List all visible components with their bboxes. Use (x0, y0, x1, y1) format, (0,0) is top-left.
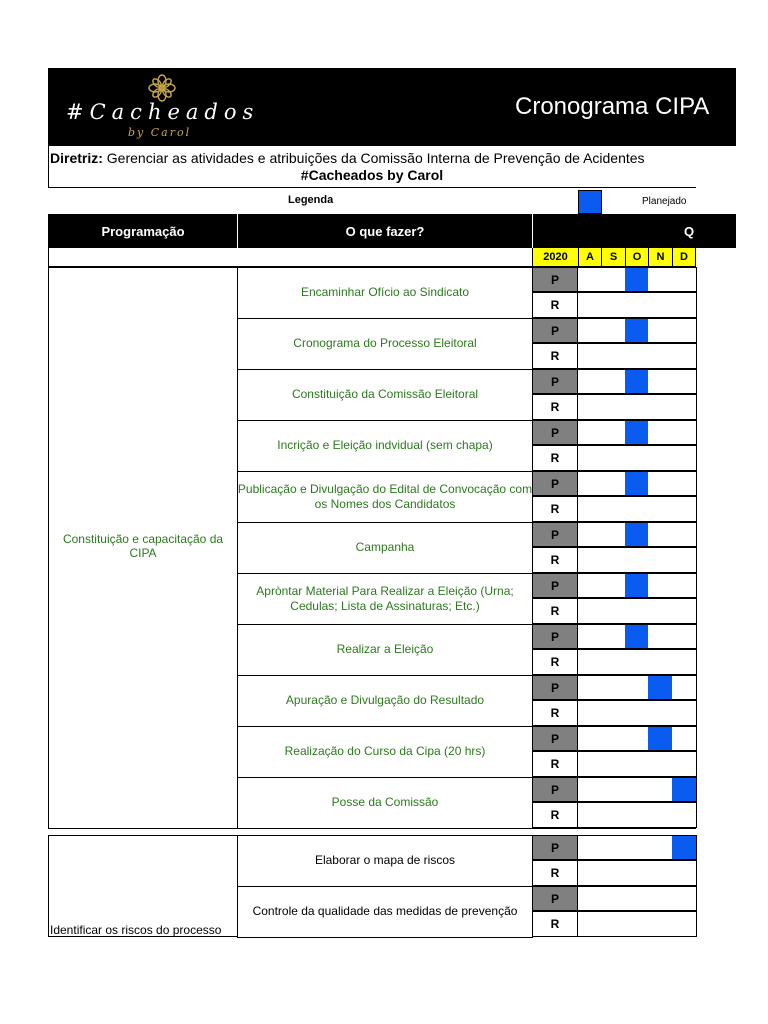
realized-row-label: R (532, 394, 578, 420)
planned-row-label: P (532, 522, 578, 547)
month-grid-cell (648, 573, 673, 598)
realized-month-cell (672, 445, 697, 471)
realized-row-label: R (532, 496, 578, 522)
realized-month-cell (625, 598, 649, 624)
planned-month-cell (672, 777, 697, 802)
realized-month-cell (672, 547, 697, 573)
page-title: Cronograma CIPA (515, 93, 710, 120)
realized-month-cell (672, 860, 697, 886)
realized-month-cell (625, 496, 649, 522)
diretriz-text: Gerenciar as atividades e atribuições da Comissão Interna de Prevenção de Acidentes (106, 150, 645, 166)
realized-month-cell (601, 343, 626, 369)
month-grid-cell (578, 726, 602, 751)
realized-month-cell (601, 751, 626, 777)
planned-month-cell (648, 726, 673, 751)
realized-month-cell (578, 547, 602, 573)
month-grid-cell (601, 267, 626, 292)
month-grid-cell (601, 369, 626, 394)
task-text: Encaminhar Ofício ao Sindicato (300, 285, 470, 299)
legend-planned-label: Planejado (642, 196, 687, 207)
realized-month-cell (672, 598, 697, 624)
month-grid-cell (625, 777, 649, 802)
diretriz-line (50, 150, 696, 166)
planned-month-cell (625, 267, 649, 292)
column-header-q: Q (684, 224, 695, 239)
month-grid-cell (601, 726, 626, 751)
realized-month-cell (648, 751, 673, 777)
month-grid-cell (578, 522, 602, 547)
planned-row-label: P (532, 726, 578, 751)
month-grid-cell (625, 835, 649, 860)
planned-row-label: P (532, 886, 578, 911)
realized-row-label: R (532, 445, 578, 471)
month-grid-cell (578, 318, 602, 343)
month-grid-cell (578, 267, 602, 292)
month-grid-cell (672, 886, 697, 911)
realized-row-label: R (532, 860, 578, 886)
realized-month-cell (648, 343, 673, 369)
planned-row-label: P (532, 369, 578, 394)
realized-month-cell (648, 860, 673, 886)
task-text: Apuração e Divulgação do Resultado (285, 693, 485, 707)
realized-row-label: R (532, 292, 578, 318)
realized-month-cell (625, 860, 649, 886)
task-text: Constituição da Comissão Eleitoral (291, 387, 479, 401)
realized-month-cell (578, 394, 602, 420)
planned-month-cell (625, 522, 649, 547)
realized-month-cell (672, 802, 697, 828)
month-cell: D (672, 248, 696, 267)
month-grid-cell (648, 624, 673, 649)
realized-month-cell (648, 649, 673, 675)
diretriz-subtitle: #Cacheados by Carol (300, 167, 444, 183)
month-cell: O (625, 248, 648, 267)
month-grid-cell (648, 420, 673, 445)
realized-month-cell (625, 445, 649, 471)
realized-month-cell (672, 700, 697, 726)
realized-month-cell (601, 598, 626, 624)
month-grid-cell (672, 675, 697, 700)
month-grid-cell (672, 420, 697, 445)
realized-month-cell (601, 911, 626, 937)
planned-month-cell (625, 420, 649, 445)
planned-row-label: P (532, 267, 578, 292)
realized-month-cell (672, 343, 697, 369)
month-grid-cell (601, 471, 626, 496)
realized-month-cell (578, 911, 602, 937)
realized-month-cell (648, 547, 673, 573)
realized-month-cell (601, 445, 626, 471)
task-text: Elaborar o mapa de riscos (314, 853, 456, 867)
realized-month-cell (672, 649, 697, 675)
realized-month-cell (648, 496, 673, 522)
realized-row-label: R (532, 700, 578, 726)
month-grid-cell (601, 318, 626, 343)
realized-row-label: R (532, 343, 578, 369)
realized-month-cell (625, 649, 649, 675)
month-grid-cell (648, 369, 673, 394)
month-grid-cell (648, 777, 673, 802)
realized-month-cell (601, 394, 626, 420)
month-grid-cell (648, 522, 673, 547)
realized-month-cell (601, 860, 626, 886)
planned-row-label: P (532, 318, 578, 343)
realized-month-cell (578, 496, 602, 522)
realized-month-cell (625, 911, 649, 937)
realized-month-cell (601, 547, 626, 573)
month-grid-cell (601, 573, 626, 598)
month-grid-cell (601, 777, 626, 802)
month-grid-cell (648, 318, 673, 343)
task-text: Realização do Curso da Cipa (20 hrs) (284, 744, 486, 758)
month-cell: A (578, 248, 601, 267)
realized-month-cell (601, 649, 626, 675)
realized-month-cell (578, 598, 602, 624)
planned-row-label: P (532, 835, 578, 860)
task-text: Campanha (355, 540, 415, 554)
programacao-text: Constituição e capacitação da CIPA (62, 532, 224, 560)
column-separator (532, 214, 533, 248)
realized-month-cell (625, 700, 649, 726)
realized-month-cell (601, 802, 626, 828)
month-grid-cell (625, 675, 649, 700)
realized-row-label: R (532, 911, 578, 937)
realized-month-cell (578, 343, 602, 369)
realized-month-cell (648, 700, 673, 726)
realized-month-cell (648, 445, 673, 471)
planned-row-label: P (532, 777, 578, 802)
task-text: Incrição e Eleição indvidual (sem chapa) (277, 438, 493, 452)
realized-month-cell (578, 445, 602, 471)
realized-month-cell (601, 496, 626, 522)
realized-month-cell (578, 649, 602, 675)
month-grid-cell (672, 573, 697, 598)
planned-month-cell (625, 471, 649, 496)
realized-row-label: R (532, 649, 578, 675)
month-grid-cell (601, 886, 626, 911)
logo-brand-text: #Cacheados (66, 100, 260, 124)
month-grid-cell (578, 835, 602, 860)
task-text: Posse da Comissão (331, 795, 439, 809)
realized-month-cell (578, 802, 602, 828)
month-grid-cell (578, 573, 602, 598)
realized-row-label: R (532, 751, 578, 777)
month-grid-cell (578, 777, 602, 802)
realized-month-cell (578, 292, 602, 318)
month-cell: N (648, 248, 672, 267)
realized-month-cell (672, 751, 697, 777)
column-header-programacao: Programação (101, 224, 185, 239)
logo-sub-text: by Carol (128, 126, 192, 139)
planned-month-cell (672, 835, 697, 860)
month-grid-cell (601, 420, 626, 445)
month-grid-cell (672, 369, 697, 394)
realized-month-cell (601, 292, 626, 318)
month-grid-cell (672, 318, 697, 343)
month-grid-cell (672, 267, 697, 292)
realized-month-cell (578, 860, 602, 886)
planned-month-cell (625, 573, 649, 598)
realized-month-cell (672, 911, 697, 937)
programacao-text: Identificar os riscos do processo (50, 923, 222, 937)
planned-row-label: P (532, 471, 578, 496)
month-grid-cell (578, 369, 602, 394)
planned-month-cell (625, 318, 649, 343)
programacao-cell (48, 835, 238, 937)
realized-month-cell (648, 394, 673, 420)
month-grid-cell (625, 886, 649, 911)
realized-month-cell (672, 292, 697, 318)
planned-month-cell (625, 369, 649, 394)
realized-month-cell (578, 751, 602, 777)
month-grid-cell (578, 471, 602, 496)
month-grid-cell (672, 522, 697, 547)
realized-month-cell (648, 598, 673, 624)
planned-row-label: P (532, 675, 578, 700)
month-grid-cell (578, 886, 602, 911)
month-grid-cell (578, 420, 602, 445)
month-cell: S (601, 248, 625, 267)
planned-month-cell (625, 624, 649, 649)
realized-month-cell (672, 394, 697, 420)
planned-month-cell (648, 675, 673, 700)
realized-month-cell (625, 343, 649, 369)
realized-month-cell (672, 496, 697, 522)
realized-month-cell (648, 292, 673, 318)
month-grid-cell (601, 675, 626, 700)
realized-month-cell (578, 700, 602, 726)
task-text: Apròntar Material Para Realizar a Eleição (Urna; Cedulas; Lista de Assinaturas; Etc.) (256, 583, 514, 613)
realized-month-cell (625, 751, 649, 777)
month-grid-cell (601, 835, 626, 860)
realized-row-label: R (532, 802, 578, 828)
diretriz-label: Diretriz: (50, 150, 103, 166)
realized-month-cell (648, 802, 673, 828)
planned-row-label: P (532, 573, 578, 598)
realized-month-cell (625, 292, 649, 318)
task-text: Realizar a Eleição (336, 642, 434, 656)
column-header-o-que-fazer: O que fazer? (345, 224, 425, 239)
month-grid-cell (648, 886, 673, 911)
task-text: Controle da qualidade das medidas de prevenção (252, 904, 518, 918)
planned-row-label: P (532, 420, 578, 445)
month-grid-cell (648, 267, 673, 292)
month-grid-cell (578, 624, 602, 649)
month-grid-cell (672, 726, 697, 751)
task-text: Publicação e Divulgação do Edital de Convocação com os Nomes dos Candidatos (237, 481, 533, 511)
month-grid-cell (625, 726, 649, 751)
legend-planned-swatch (578, 190, 602, 214)
realized-row-label: R (532, 547, 578, 573)
month-grid-cell (601, 624, 626, 649)
month-grid-cell (672, 624, 697, 649)
month-grid-cell (672, 471, 697, 496)
realized-month-cell (625, 394, 649, 420)
month-grid-cell (648, 471, 673, 496)
realized-month-cell (601, 700, 626, 726)
realized-month-cell (625, 547, 649, 573)
planned-row-label: P (532, 624, 578, 649)
task-text: Cronograma do Processo Eleitoral (293, 336, 477, 350)
realized-month-cell (625, 802, 649, 828)
month-grid-cell (601, 522, 626, 547)
realized-month-cell (648, 911, 673, 937)
year-cell: 2020 (532, 248, 578, 267)
month-grid-cell (648, 835, 673, 860)
realized-row-label: R (532, 598, 578, 624)
legend-label: Legenda (288, 194, 334, 206)
month-grid-cell (578, 675, 602, 700)
